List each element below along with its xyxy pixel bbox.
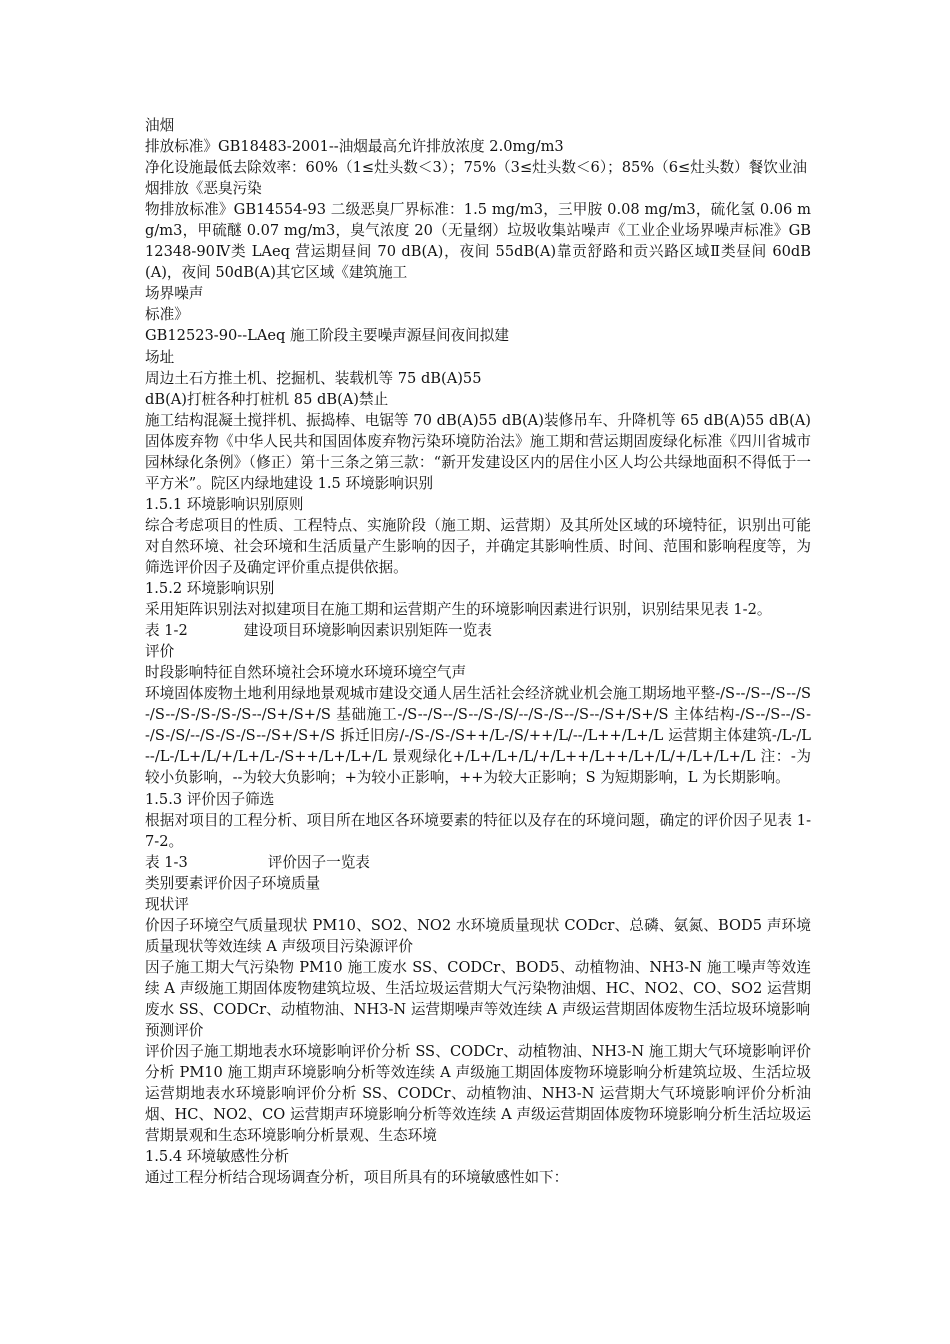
- section-heading-1-5-4: 1.5.4 环境敏感性分析: [145, 1148, 289, 1166]
- text-line: 烟排放《恶臭污染: [145, 180, 262, 198]
- text-paragraph: 因子施工期大气污染物 PM10 施工废水 SS、CODCr、BOD5、动植物油、NH3-N 施工噪声等效连续 A 声级施工期固体废物建筑垃圾、生活垃圾运营期大气污染物油烟、HC、NO2、CO、SO2 运营期废水 SS、CODCr、动植物油、NH3-N 运营期噪声等效连续 A 声级运营期固体废物生活垃圾环境影响: [145, 958, 811, 1018]
- section-heading-1-5-1: 1.5.1 环境影响识别原则: [145, 495, 304, 513]
- section-heading-1-5-2: 1.5.2 环境影响识别: [145, 580, 275, 598]
- text-line: 场址: [145, 348, 175, 366]
- text-line: 类别要素评价因子环境质量: [145, 874, 321, 892]
- text-paragraph: 价因子环境空气质量现状 PM10、SO2、NO2 水环境质量现状 CODcr、总磷、氨氮、BOD5 声环境质量现状等效连续 A 声级项目污染源评价: [145, 916, 811, 955]
- document-page: [145, 115, 811, 1188]
- text-line: 场界噪声: [145, 285, 204, 303]
- text-paragraph: 施工结构混凝土搅拌机、振捣棒、电锯等 70 dB(A)55 dB(A)装修吊车、升降机等 65 dB(A)55 dB(A)固体废弃物《中华人民共和国固体废弃物污染环境防治法》施工期和营运期固废绿化标准《四川省城市园林绿化条例》（修正）第十三条之第三款：“新开发建设区内的居住小区人均公共绿地面积不得低于一平方米”。院区内绿地建设 1.5 环境影响识别: [145, 411, 811, 492]
- text-line: 预测评价: [145, 1022, 204, 1040]
- text-paragraph: 物排放标准》GB14554-93 二级恶臭厂界标准：1.5 mg/m3，三甲胺 0.08 mg/m3，硫化氢 0.06 mg/m3，甲硫醚 0.07 mg/m3，臭气浓度 20（无量纲）垃圾收集站噪声《工业企业场界噪声标准》GB12348-90Ⅳ类 LAeq 营运期昼间 70 dB(A)，夜间 55dB(A)靠贡舒路和贡兴路区域Ⅱ类昼间 60dB(A)，夜间 50dB(A)其它区域《建筑施工: [145, 201, 811, 282]
- table-number: 表 1-2: [145, 622, 188, 640]
- text-line: dB(A)打桩各种打桩机 85 dB(A)禁止: [145, 390, 389, 408]
- text-paragraph: 综合考虑项目的性质、工程特点、实施阶段（施工期、运营期）及其所处区域的环境特征，识别出可能对自然环境、社会环境和生活质量产生影响的因子，并确定其影响性质、时间、范围和影响程度等，为筛选评价因子及确定评价重点提供依据。: [145, 516, 811, 576]
- table-title: 建设项目环境影响因素识别矩阵一览表: [243, 622, 492, 640]
- text-line: 周边土石方推土机、挖掘机、装载机等 75 dB(A)55: [145, 369, 482, 387]
- text-paragraph: 评价因子施工期地表水环境影响评价分析 SS、CODCr、动植物油、NH3-N 施工期大气环境影响评价分析 PM10 施工期声环境影响分析等效连续 A 声级施工期固体废物环境影响分析建筑垃圾、生活垃圾运营期地表水环境影响评价分析 SS、CODCr、动植物油、NH3-N 运营期大气环境影响评价分析油烟、HC、NO2、CO 运营期声环境影响分析等效连续 A 声级运营期固体废物环境影响分析生活垃圾运营期景观和生态环境影响分析景观、生态环境: [145, 1043, 811, 1145]
- section-heading-1-5-3: 1.5.3 评价因子筛选: [145, 790, 275, 808]
- text-paragraph: 采用矩阵识别法对拟建项目在施工期和运营期产生的环境影响因素进行识别，识别结果见表 1-2。: [145, 601, 772, 619]
- text-line: 标准》: [145, 306, 189, 324]
- text-line: 排放标准》GB18483-2001--油烟最高允许排放浓度 2.0mg/m3: [145, 138, 564, 156]
- text-paragraph: 环境固体废物土地利用绿地景观城市建设交通人居生活社会经济就业机会施工期场地平整-/S--/S--/S--/S-/S--/S-/S-/S-/S--/S+/S+/S 基础施工-/S--/S--/S--/S-/S/--/S-/S--/S--/S+/S+/S 主体结构-/S--/S--/S--/S-/S/--/S-/S-/S--/S+/S+/S 拆迁旧房/-/S-/S-/S++/L-/S/++/L/--/L++/L+/L 运营期主体建筑-/L-/L--/L-/L+/L/+/L+/L-/S++/L+/L+/L 景观绿化+/L+/L+/L/+/L++/L++/L+/L/+/L+/L+/L 注：-为较小负影响，--为较大负影响；+为较小正影响，++为较大正影响；S 为短期影响，L 为长期影响。: [145, 685, 811, 787]
- text-line: 时段影响特征自然环境社会环境水环境环境空气声: [145, 664, 467, 682]
- text-paragraph: 净化设施最低去除效率：60%（1≤灶头数＜3）；75%（3≤灶头数＜6）；85%（6≤灶头数）餐饮业油: [145, 159, 808, 177]
- text-line: 油烟: [145, 117, 175, 134]
- text-line: GB12523-90--LAeq 施工阶段主要噪声源昼间夜间拟建: [145, 327, 509, 345]
- text-line: 评价: [145, 643, 175, 661]
- text-line: 通过工程分析结合现场调查分析，项目所具有的环境敏感性如下：: [145, 1169, 569, 1187]
- text-paragraph: 根据对项目的工程分析、项目所在地区各环境要素的特征以及存在的环境问题，确定的评价因子见表 1-7-2。: [145, 811, 811, 850]
- table-caption-1-3: [145, 852, 811, 873]
- text-line: 现状评: [145, 895, 189, 913]
- table-caption-1-2: [145, 620, 811, 641]
- table-number: 表 1-3: [145, 853, 188, 871]
- table-title: 评价因子一览表: [267, 853, 370, 871]
